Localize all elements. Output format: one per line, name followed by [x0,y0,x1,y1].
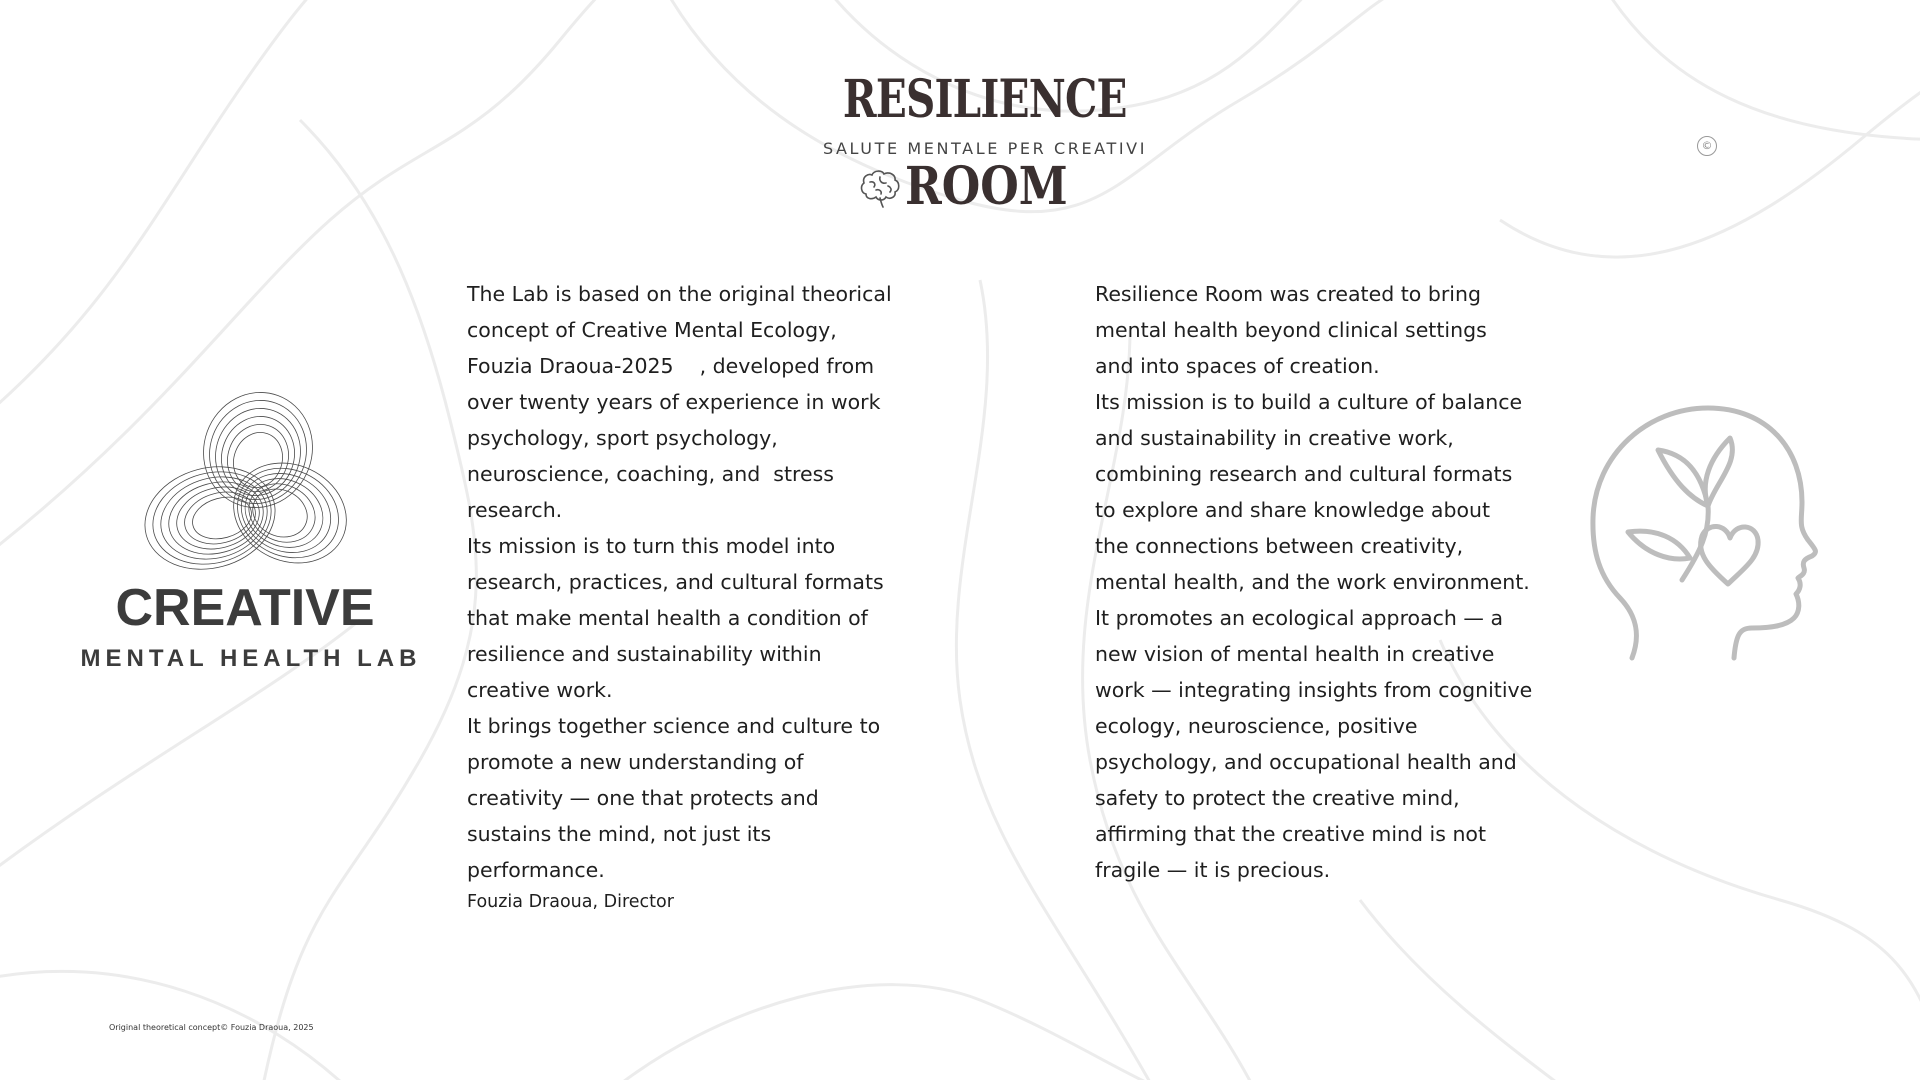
text-line: over twenty years of experience in work [467,390,881,414]
text-line: fragile — it is precious. [1095,858,1331,882]
head-with-leaves-and-heart-icon [1590,402,1824,664]
text-line: ecology, neuroscience, positive [1095,714,1418,738]
text-line: It promotes an ecological approach — a [1095,606,1504,630]
interlaced-rings-icon [140,388,360,578]
text-line: Fouzia Draoua-2025 , developed from [467,354,875,378]
brand-title-resilience: RESILIENCE [842,69,1127,130]
text-line: performance. [467,858,605,882]
text-line: combining research and cultural formats [1095,462,1513,486]
text-line: Its mission is to build a culture of balance [1095,390,1523,414]
text-line: and sustainability in creative work, [1095,426,1454,450]
text-line: work — integrating insights from cognitive [1095,678,1533,702]
room-description-column [1095,276,1535,888]
text-line: neuroscience, coaching, and stress [467,462,834,486]
text-line: mental health, and the work environment. [1095,570,1530,594]
footer-copyright-note: Original theoretical concept© Fouzia Draoua, 2025 [109,1023,314,1032]
text-line: psychology, and occupational health and [1095,750,1517,774]
brand-tagline: SALUTE MENTALE PER CREATIVI [822,139,1148,158]
copyright-icon: © [1697,136,1717,156]
text-line: It brings together science and culture to [467,714,881,738]
text-line: Resilience Room was created to bring [1095,282,1481,306]
text-line: psychology, sport psychology, [467,426,778,450]
text-line: Its mission is to turn this model into [467,534,836,558]
text-line: promote a new understanding of [467,750,804,774]
brand-title-room: ROOM [905,156,1068,217]
lab-logo-title: CREATIVE [115,579,375,637]
text-line: safety to protect the creative mind, [1095,786,1460,810]
text-line: research. [467,498,563,522]
lab-description-column [467,276,907,916]
text-line: that make mental health a condition of [467,606,868,630]
text-line: sustains the mind, not just its [467,822,772,846]
text-line: The Lab is based on the original theorical [467,282,892,306]
lab-logo-subtitle: MENTAL HEALTH LAB [80,645,422,672]
text-line: and into spaces of creation. [1095,354,1380,378]
text-line: to explore and share knowledge about [1095,498,1491,522]
director-signature: Fouzia Draoua, Director [467,892,674,912]
text-line: new vision of mental health in creative [1095,642,1495,666]
text-line: mental health beyond clinical settings [1095,318,1487,342]
brain-icon [858,168,902,208]
text-line: the connections between creativity, [1095,534,1464,558]
text-line: resilience and sustainability within [467,642,822,666]
text-line: creativity — one that protects and [467,786,819,810]
text-line: affirming that the creative mind is not [1095,822,1487,846]
text-line: research, practices, and cultural formats [467,570,884,594]
text-line: concept of Creative Mental Ecology, [467,318,837,342]
text-line: creative work. [467,678,613,702]
